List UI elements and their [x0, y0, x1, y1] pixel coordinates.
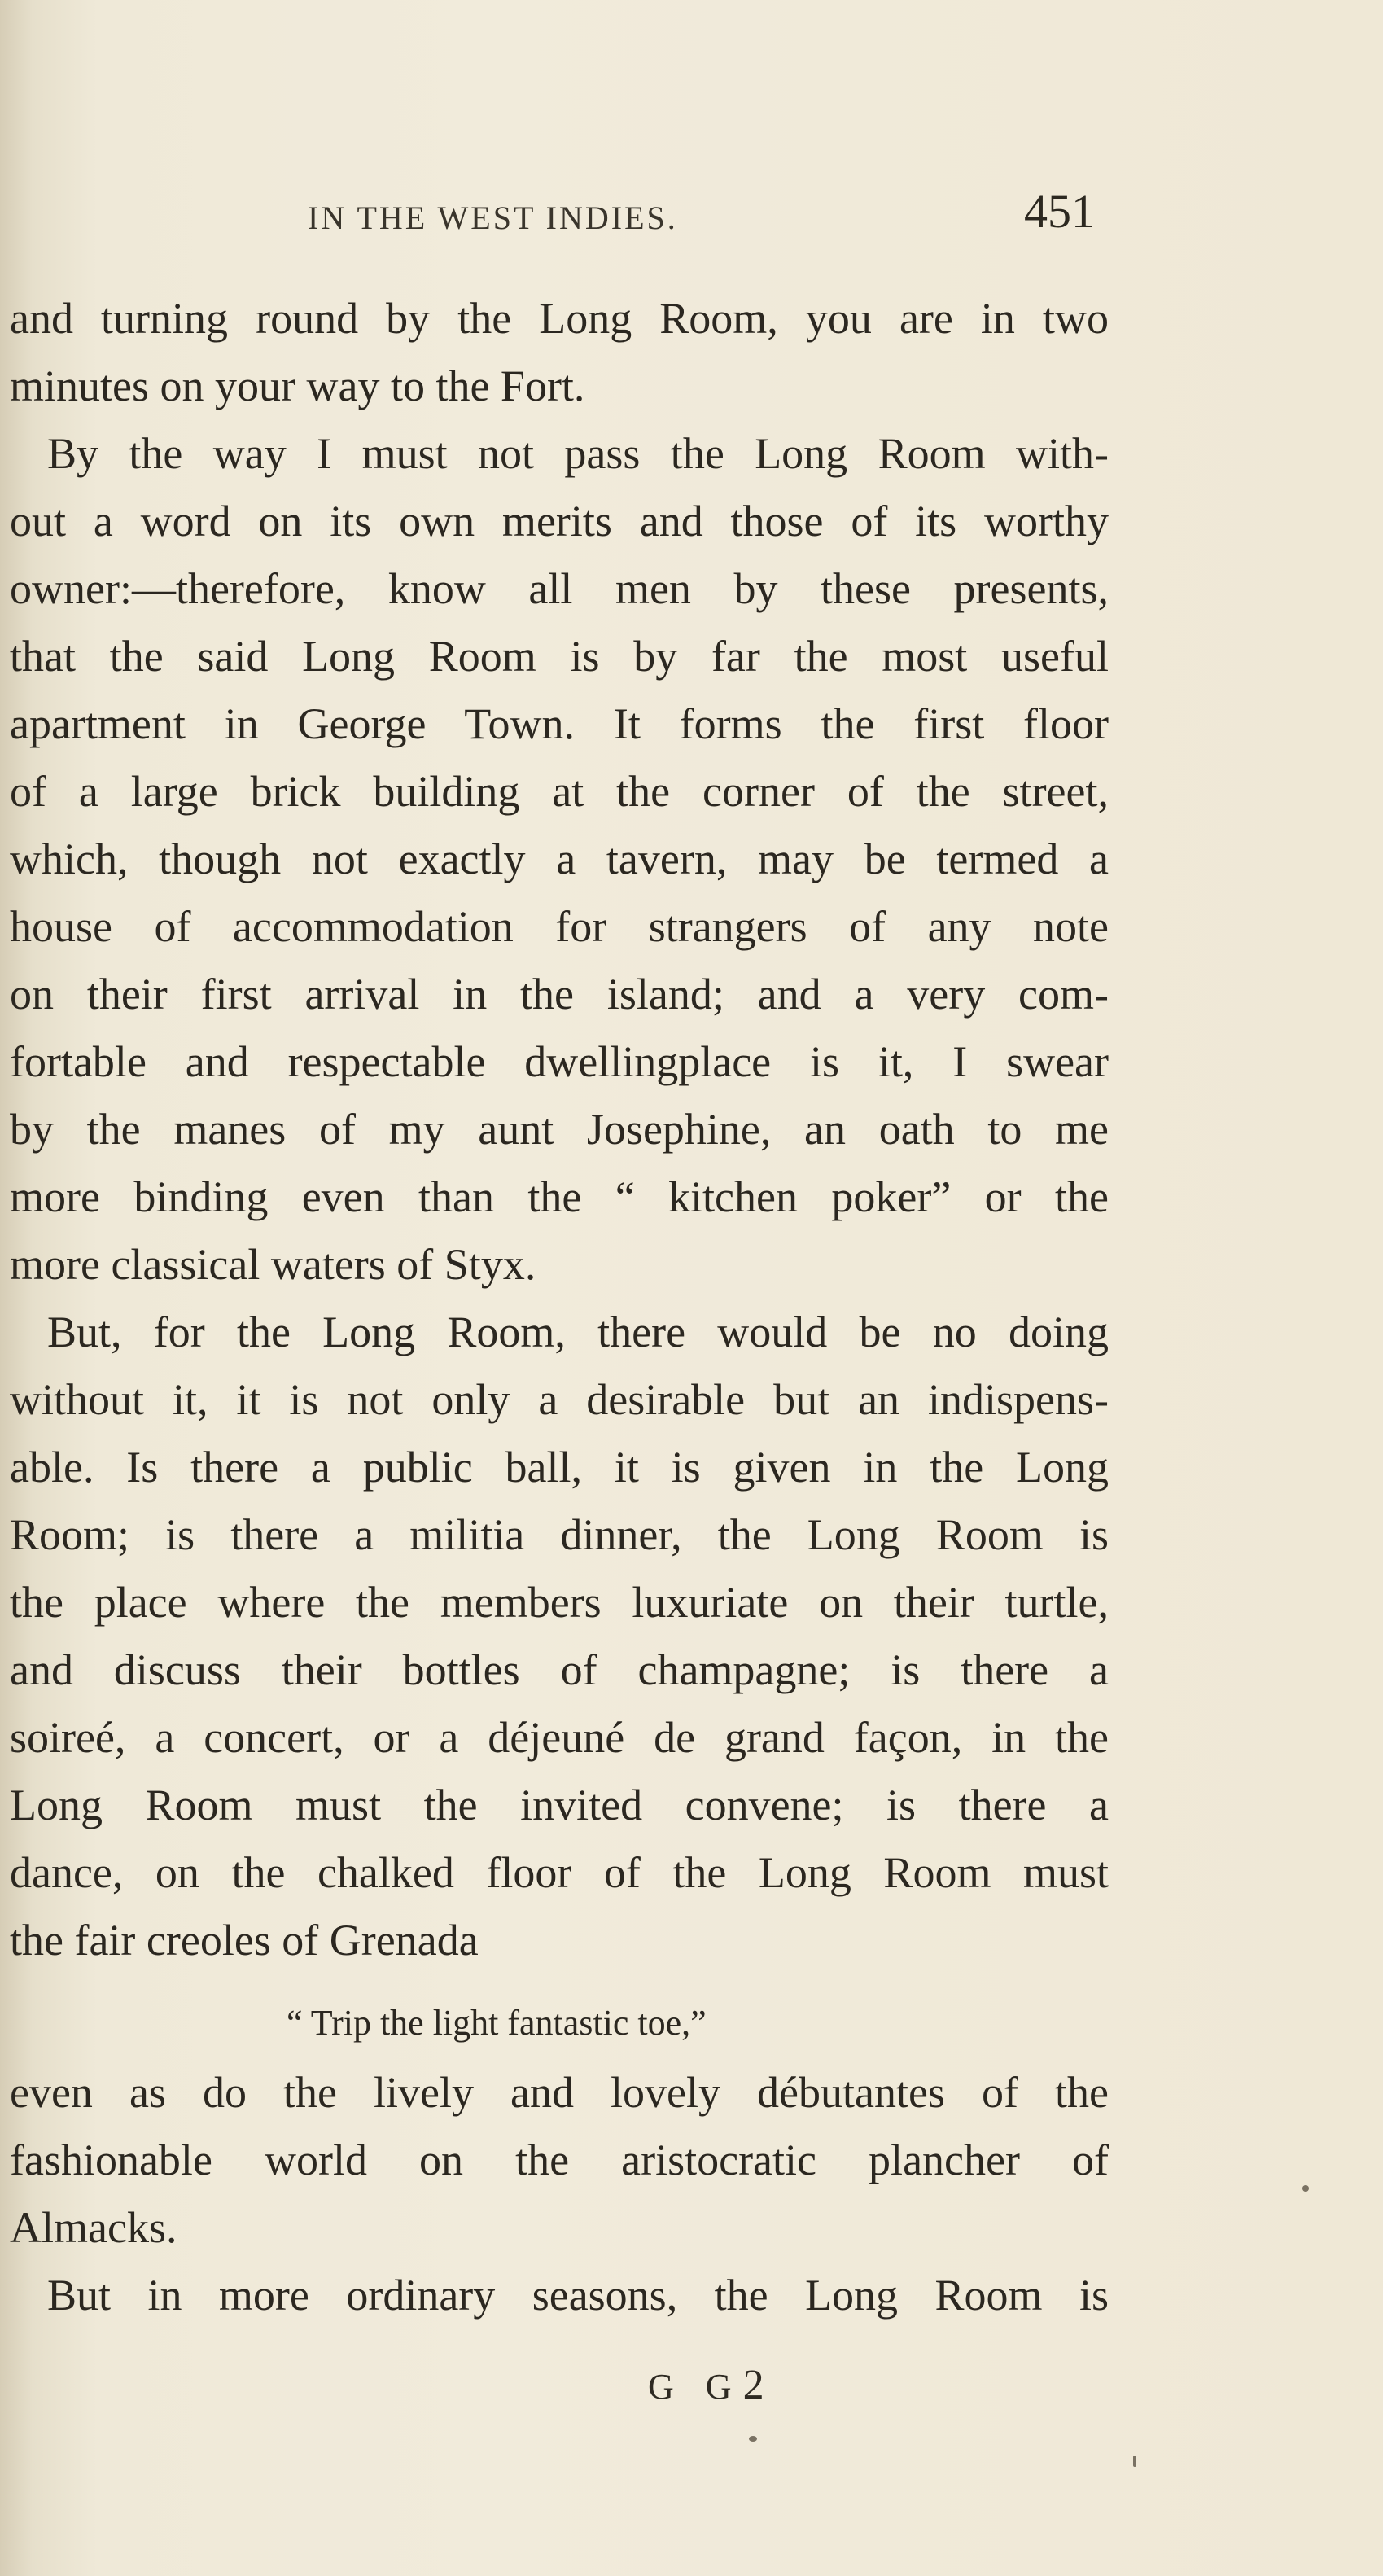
text-line: owner:—therefore, know all men by these presents, [10, 564, 1109, 613]
text-line: without it, it is not only a desirable but an indispens- [10, 1375, 1109, 1424]
page-number: 451 [1024, 185, 1095, 238]
text-line: dance, on the chalked floor of the Long Room must [10, 1848, 1109, 1897]
text-line: fortable and respectable dwellingplace is it, I swear [10, 1037, 1109, 1086]
printer-signature-mark [648, 2361, 764, 2409]
running-title: IN THE WEST INDIES. [308, 199, 678, 236]
text-line: apartment in George Town. It forms the first floor [10, 699, 1109, 748]
body-text [0, 285, 1109, 2329]
text-line: by the manes of my aunt Josephine, an oath to me [10, 1105, 1109, 1154]
signature-letters: G G [648, 2367, 743, 2407]
text-line: more binding even than the “ kitchen poker” or the [10, 1172, 1109, 1221]
paper-speck [749, 2436, 757, 2442]
text-line: By the way I must not pass the Long Room with- [47, 429, 1109, 478]
paper-speck [1302, 2185, 1309, 2192]
signature-number: 2 [742, 2362, 764, 2408]
text-line: fashionable world on the aristocratic plancher of [10, 2136, 1109, 2184]
text-line: and discuss their bottles of champagne; is there a [10, 1645, 1109, 1694]
text-line: and turning round by the Long Room, you are in two [10, 294, 1109, 343]
text-line: soireé, a concert, or a déjeuné de grand façon, in the [10, 1713, 1109, 1762]
text-line: more classical waters of Styx. [10, 1240, 536, 1289]
text-line: the fair creoles of Grenada [10, 1916, 479, 1965]
text-line: Almacks. [10, 2203, 177, 2252]
text-line: on their first arrival in the island; and a very com- [10, 970, 1109, 1019]
text-line: even as do the lively and lovely débutantes of the [10, 2068, 1109, 2117]
text-line: the place where the members luxuriate on their turtle, [10, 1578, 1109, 1627]
text-line: house of accommodation for strangers of any note [10, 902, 1109, 951]
text-line: of a large brick building at the corner of the street, [10, 767, 1109, 816]
text-line: able. Is there a public ball, it is given in the Long [10, 1443, 1109, 1492]
quotation-line: “ Trip the light fantastic toe,” [287, 2003, 707, 2043]
text-line: out a word on its own merits and those of its worthy [10, 497, 1109, 545]
text-line: But, for the Long Room, there would be no doing [47, 1308, 1109, 1356]
text-line: Long Room must the invited convene; is there a [10, 1781, 1109, 1829]
text-line: minutes on your way to the Fort. [10, 361, 585, 410]
running-header [0, 177, 1383, 259]
text-line: which, though not exactly a tavern, may be termed a [10, 835, 1109, 883]
text-line: But in more ordinary seasons, the Long Room is [47, 2271, 1109, 2320]
paper-speck [1133, 2456, 1136, 2467]
text-line: that the said Long Room is by far the most useful [10, 632, 1109, 681]
text-line: Room; is there a militia dinner, the Long Room is [10, 1510, 1109, 1559]
